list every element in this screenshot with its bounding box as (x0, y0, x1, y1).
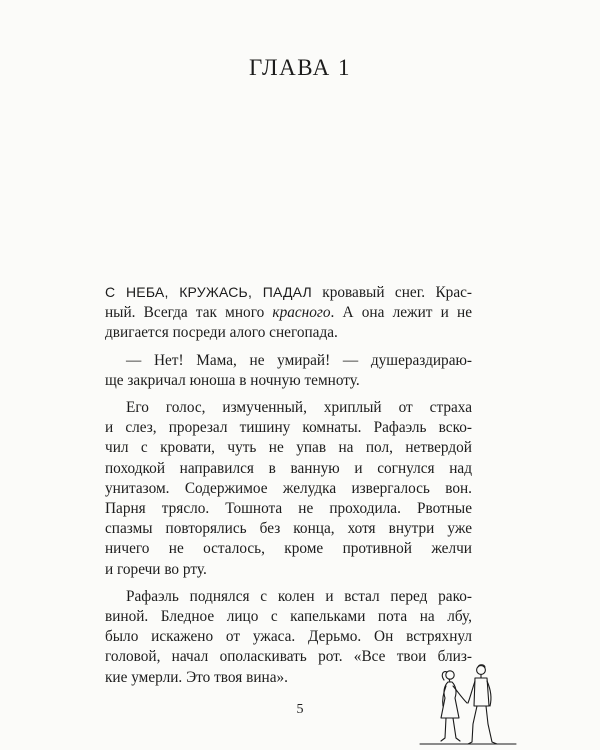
text-line: виной. Бледное лицо с капельками пота на лбу, (105, 608, 472, 626)
text-line: головой, начал ополаскивать рот. «Все твои близ- (105, 648, 472, 666)
text-line: было искажено от ужаса. Дерьмо. Он встряхнул (105, 628, 472, 646)
lead-in-smallcaps: С НЕБА, КРУЖАСЬ, ПАДАЛ (105, 284, 312, 300)
text-line: Его голос, измученный, хриплый от страха (126, 399, 472, 417)
text-line: — Нет! Мама, не умирай! — душераздираю- (126, 351, 472, 369)
paragraph (105, 398, 472, 580)
text-line: ще закричал юноша в ночную темноту. (105, 371, 360, 389)
text-line: кие умерли. Это твоя вина». (105, 668, 288, 686)
chapter-title: ГЛАВА 1 (248, 55, 352, 80)
text-line: двигается посреди алого снегопада. (105, 324, 338, 342)
page-number: 5 (296, 702, 304, 717)
text-line: и горечи во рту. (105, 560, 207, 578)
text-line: ный. Всегда так много красного. А она лежит и не (105, 304, 472, 322)
text-line: и слез, прорезал тишину комнаты. Рафаэль вско- (105, 419, 472, 437)
text-line: ничего не осталось, кроме противной желчи (105, 540, 472, 558)
text-line: Парня трясло. Тошнота не проходила. Рвотные (105, 500, 472, 518)
paragraph (105, 351, 472, 391)
italic-word: красного (272, 304, 331, 322)
text-line: походкой направился в ванную и согнулся над (105, 459, 472, 477)
paragraph (105, 587, 472, 688)
text-line: Рафаэль поднялся с колен и встал перед рако- (126, 587, 472, 605)
couple-holding-hands-icon (418, 662, 518, 750)
text-line: унитазом. Содержимое желудка извергалось вон. (105, 479, 472, 497)
chapter-body (105, 282, 472, 695)
paragraph (105, 282, 472, 344)
text-line: чил с кровати, чуть не упав на пол, нетвердой (105, 439, 472, 457)
text-line: С НЕБА, КРУЖАСЬ, ПАДАЛ кровавый снег. Крас- (105, 284, 472, 301)
text-line: спазмы повторялись без конца, хотя внутри уже (105, 520, 472, 538)
